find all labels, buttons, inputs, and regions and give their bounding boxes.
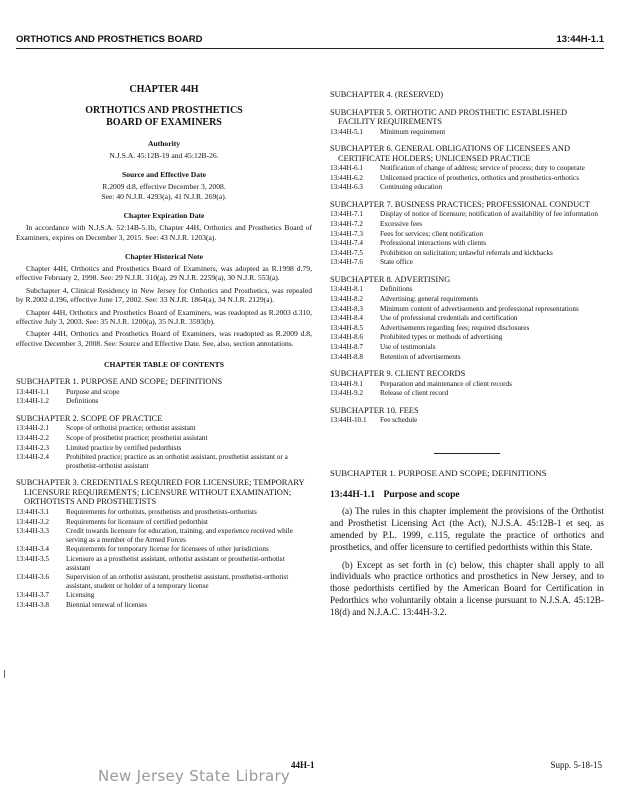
toc-entry-title: Prohibition on solicitation; unlawful referrals and kickbacks bbox=[380, 248, 553, 257]
history-notes bbox=[16, 264, 312, 348]
toc-entry-number: 13:44H-9.1 bbox=[330, 379, 363, 388]
toc-entry bbox=[330, 353, 604, 362]
toc-entry-number: 13:44H-7.5 bbox=[330, 248, 363, 257]
toc-entry bbox=[16, 555, 312, 572]
paragraph-b: (b) Except as set forth in (c) below, this chapter shall apply to all individuals who practice orthotics and prosthetics in New Jersey, and to those pedorthists certified by the American Board for Certification in Pedorthics who voluntarily obtain a license pursuant to N.J.S.A. 45:12B-18(d) and N.J.A.C. 13:44H-3.2. bbox=[330, 559, 604, 617]
toc-entry bbox=[16, 527, 312, 544]
toc-entry-number: 13:44H-6.2 bbox=[330, 173, 363, 182]
toc-entry bbox=[16, 424, 312, 433]
toc-subchapter-title: SUBCHAPTER 3. CREDENTIALS REQUIRED FOR LICENSURE; TEMPORARY LICENSURE REQUIREMENTS; LICENSURE WITHOUT EXAMINATION; ORTHOTISTS AND PROSTHETISTS bbox=[16, 478, 305, 507]
toc-entry-number: 13:44H-2.3 bbox=[16, 443, 49, 452]
toc-entry-title: Limited practice by certified pedorthists bbox=[66, 443, 182, 452]
toc-subchapter-title: SUBCHAPTER 9. CLIENT RECORDS bbox=[330, 369, 466, 379]
toc-entry-title: Requirements for orthotists, prosthetists and prosthetists-orthotists bbox=[66, 507, 257, 516]
toc-entry-number: 13:44H-8.4 bbox=[330, 314, 363, 323]
toc-entry bbox=[16, 508, 312, 517]
toc-entry bbox=[16, 591, 312, 600]
history-paragraph: Subchapter 4, Clinical Residency in New Jersey for Orthotics and Prosthetics, was repealed by R.2002 d.196, effective June 17, 2002. See: 33 N.J.R. 1864(a), 34 N.J.R. 2129(a). bbox=[16, 285, 312, 305]
chapter-label: CHAPTER 44H bbox=[129, 84, 199, 95]
section-number: 13:44H-1.1 bbox=[330, 489, 376, 501]
section-heading bbox=[330, 489, 604, 500]
toc-subchapter-title: SUBCHAPTER 2. SCOPE OF PRACTICE bbox=[16, 413, 163, 423]
toc-entry-number: 13:44H-8.3 bbox=[330, 304, 363, 313]
source-heading: Source and Effective Date bbox=[121, 170, 206, 180]
toc-entry-number: 13:44H-3.1 bbox=[16, 507, 49, 516]
header-section-number: 13:44H-1.1 bbox=[556, 34, 604, 45]
source-line2: See: 40 N.J.R. 4293(a), 41 N.J.R. 269(a). bbox=[101, 191, 227, 201]
toc-entry-title: State office bbox=[380, 258, 413, 267]
toc-entry-title: Use of testimonials bbox=[380, 343, 436, 351]
toc-entry-number: 13:44H-7.6 bbox=[330, 258, 363, 267]
toc-entry-number: 13:44H-3.6 bbox=[16, 573, 49, 582]
toc-entry-number: 13:44H-8.7 bbox=[330, 343, 363, 351]
toc-entry-title: Advertisements regarding fees; required disclosures bbox=[380, 323, 530, 332]
toc-entry-title: Fee schedule bbox=[380, 416, 418, 425]
toc-entry bbox=[330, 343, 604, 352]
left-column bbox=[16, 84, 312, 609]
toc-entry bbox=[16, 444, 312, 453]
toc-entry-title: Definitions bbox=[380, 285, 413, 294]
toc-entry-title: Prohibited types or methods of advertising bbox=[380, 333, 503, 342]
chapter-title-line1: ORTHOTICS AND PROSTHETICS bbox=[85, 105, 243, 116]
expiration-heading: Chapter Expiration Date bbox=[123, 211, 205, 221]
paragraph-a: (a) The rules in this chapter implement the provisions of the Orthotist and Prosthetist Licensing Act (the Act), N.J.S.A. 45:12B-1 et seq. as amended by P.L. 1999, c.115, regulate the practice of orthotics and prosthetics, and offer licensure to certified pedorthists within this State. bbox=[330, 506, 604, 552]
toc-entry-title: Notification of change of address; service of process; duty to cooperate bbox=[380, 164, 585, 173]
history-paragraph: Chapter 44H, Orthotics and Prosthetics Board of Examiners, was readopted as R.2003 d.310, effective July 3, 2003. See: 35 N.J.R. 1200(a), 35 N.J.R. 3593(b). bbox=[16, 307, 312, 327]
toc-entry-title: Fees for services; client notification bbox=[380, 229, 483, 238]
header-title: ORTHOTICS AND PROSTHETICS BOARD bbox=[16, 34, 203, 45]
toc-entry-number: 13:44H-1.2 bbox=[16, 397, 49, 406]
toc-entry-number: 13:44H-2.4 bbox=[16, 453, 49, 462]
toc-entry-title: Purpose and scope bbox=[66, 387, 120, 396]
toc-entry-number: 13:44H-6.3 bbox=[330, 183, 363, 192]
toc-entry-title: Credit towards licensure for education, training, and experience received while serving as a member of the Armed Forces bbox=[66, 527, 293, 544]
toc-entry bbox=[16, 434, 312, 443]
toc-entry-number: 13:44H-2.2 bbox=[16, 434, 49, 443]
toc-subchapter-title: SUBCHAPTER 4. (RESERVED) bbox=[330, 90, 444, 99]
toc-entry-title: Supervision of an orthotist assistant, prosthetist assistant, prosthetist-orthotist assistant, student or holder of a temporary license bbox=[66, 573, 289, 590]
toc-entry-number: 13:44H-8.8 bbox=[330, 352, 363, 361]
toc-entry-title: Use of professional credentials and certification bbox=[380, 314, 518, 323]
running-header bbox=[16, 34, 604, 48]
toc-entry-number: 13:44H-3.7 bbox=[16, 591, 49, 600]
toc-entry-number: 13:44H-8.2 bbox=[330, 295, 363, 304]
toc-entry-title: Requirements for licensure of certified pedorthist bbox=[66, 517, 208, 526]
source-line1: R.2009 d.8, effective December 3, 2008. bbox=[102, 182, 226, 192]
toc-entry bbox=[16, 388, 312, 397]
toc-subchapter-title: SUBCHAPTER 1. PURPOSE AND SCOPE; DEFINITIONS bbox=[16, 377, 223, 387]
toc-entry-title: Display of notice of licensure; notification of availability of fee information bbox=[380, 210, 598, 219]
toc-entry-number: 13:44H-9.2 bbox=[330, 389, 363, 398]
toc-entry-number: 13:44H-7.4 bbox=[330, 239, 363, 248]
toc-entry-title: Professional interactions with clients bbox=[380, 239, 486, 248]
toc-entry bbox=[330, 230, 604, 239]
toc-entry-title: Licensing bbox=[66, 591, 95, 600]
toc-heading: CHAPTER TABLE OF CONTENTS bbox=[104, 360, 224, 370]
toc-entry-number: 13:44H-8.5 bbox=[330, 323, 363, 332]
toc-entry bbox=[16, 601, 312, 610]
toc-entry-title: Unlicensed practice of prosthetics, orthotics and prosthetics-orthotics bbox=[380, 173, 579, 182]
toc-entry bbox=[330, 174, 604, 183]
toc-entry bbox=[16, 518, 312, 527]
toc-subchapter-title: SUBCHAPTER 8. ADVERTISING bbox=[330, 274, 451, 284]
toc-entry bbox=[16, 573, 312, 590]
expiration-text: In accordance with N.J.S.A. 52:14B-5.1b, Chapter 44H, Orthotics and Prosthetics Board of Examiners, expires on December 3, 2015. See: 43 N.J.R. 1203(a). bbox=[16, 223, 312, 242]
toc-entry-number: 13:44H-5.1 bbox=[330, 127, 363, 136]
toc-entry-number: 13:44H-1.1 bbox=[16, 387, 49, 396]
toc-entry-title: Excessive fees bbox=[380, 219, 423, 228]
toc-entry bbox=[330, 164, 604, 173]
toc-entry bbox=[330, 285, 604, 294]
toc-subchapter-title: SUBCHAPTER 5. ORTHOTIC AND PROSTHETIC ESTABLISHED FACILITY REQUIREMENTS bbox=[330, 107, 568, 126]
history-heading: Chapter Historical Note bbox=[125, 252, 203, 262]
toc-entry bbox=[330, 416, 604, 425]
supplement-date: Supp. 5-18-15 bbox=[550, 760, 602, 770]
toc-entry bbox=[16, 545, 312, 554]
margin-mark bbox=[4, 670, 5, 678]
toc-entry-number: 13:44H-2.1 bbox=[16, 424, 49, 433]
toc-entry-title: Minimum content of advertisements and professional representations bbox=[380, 304, 579, 313]
toc-entry-title: Prohibited practice; practice as an orthotist assistant, prosthetist assistant or a prosthetist-orthotist assistant bbox=[66, 453, 288, 470]
toc-entry bbox=[330, 295, 604, 304]
toc-entry-number: 13:44H-7.2 bbox=[330, 219, 363, 228]
header-rule bbox=[16, 48, 604, 49]
toc-entry bbox=[330, 258, 604, 267]
library-watermark: New Jersey State Library bbox=[98, 767, 291, 785]
toc-entry-number: 13:44H-8.1 bbox=[330, 285, 363, 294]
toc-entry-title: Requirements for temporary license for licensees of other jurisdictions bbox=[66, 545, 269, 554]
toc-entry-title: Minimum requirement bbox=[380, 127, 446, 136]
toc-entry bbox=[330, 239, 604, 248]
section-divider bbox=[434, 453, 500, 454]
toc-entry-number: 13:44H-3.4 bbox=[16, 545, 49, 554]
toc-entry-title: Advertising; general requirements bbox=[380, 295, 479, 304]
toc-entry bbox=[330, 128, 604, 137]
toc-entry-number: 13:44H-8.6 bbox=[330, 333, 363, 342]
page-number: 44H-1 bbox=[291, 760, 315, 770]
toc-subchapter-title: SUBCHAPTER 6. GENERAL OBLIGATIONS OF LICENSEES AND CERTIFICATE HOLDERS; UNLICENSED PRACTICE bbox=[330, 144, 571, 163]
toc-entry bbox=[16, 397, 312, 406]
toc-entry bbox=[330, 220, 604, 229]
toc-entry bbox=[330, 210, 604, 219]
toc-entry bbox=[330, 324, 604, 333]
toc-entry-title: Continuing education bbox=[380, 183, 443, 192]
toc-entry-number: 13:44H-6.1 bbox=[330, 164, 363, 173]
toc-entry bbox=[330, 249, 604, 258]
chapter-title-line2: BOARD OF EXAMINERS bbox=[106, 117, 222, 128]
body-subchapter-title: SUBCHAPTER 1. PURPOSE AND SCOPE; DEFINITIONS bbox=[330, 467, 547, 478]
authority-heading: Authority bbox=[147, 139, 181, 148]
toc-entry-number: 13:44H-7.3 bbox=[330, 229, 363, 238]
toc-entry-number: 13:44H-7.1 bbox=[330, 210, 363, 219]
toc-entry-number: 13:44H-3.8 bbox=[16, 600, 49, 609]
toc-entry bbox=[16, 453, 312, 470]
history-paragraph: Chapter 44H, Orthotics and Prosthetics Board of Examiners, was readopted as R.2009 d.8, effective December 3, 2008. See: Source and Effective Date. See, also, section annotations. bbox=[16, 329, 312, 348]
history-paragraph: Chapter 44H, Orthotics and Prosthetics Board of Examiners, was adopted as R.1998 d.79, effective February 2, 1998. See: 29 N.J.R. 310(a), 29 N.J.R. 2259(a), 30 N.J.R. 553(a). bbox=[16, 264, 312, 283]
toc-entry bbox=[330, 305, 604, 314]
toc-entry bbox=[330, 333, 604, 342]
toc-entry bbox=[330, 183, 604, 192]
toc-entry-title: Licensure as a prosthetist assistant, orthotist assistant or prosthetist-orthotist assistant bbox=[66, 554, 285, 572]
toc-subchapter-title: SUBCHAPTER 10. FEES bbox=[330, 405, 419, 415]
toc-entry bbox=[330, 389, 604, 398]
toc-entry-title: Release of client record bbox=[380, 389, 449, 398]
toc-entry-title: Definitions bbox=[66, 397, 99, 406]
section-title: Purpose and scope bbox=[383, 489, 460, 501]
toc-left bbox=[16, 377, 312, 609]
toc-entry bbox=[330, 380, 604, 389]
toc-entry-title: Retention of advertisements bbox=[380, 352, 461, 361]
toc-entry-title: Scope of orthotist practice; orthotist assistant bbox=[66, 424, 196, 433]
toc-entry-number: 13:44H-3.5 bbox=[16, 554, 49, 563]
toc-entry-number: 13:44H-3.2 bbox=[16, 517, 49, 526]
toc-entry bbox=[330, 314, 604, 323]
toc-entry-number: 13:44H-3.3 bbox=[16, 527, 49, 536]
authority-text: N.J.S.A. 45:12B-19 and 45:12B-26. bbox=[109, 151, 219, 160]
toc-subchapter-title: SUBCHAPTER 7. BUSINESS PRACTICES; PROFESSIONAL CONDUCT bbox=[330, 199, 590, 209]
toc-entry-title: Biennial renewal of licenses bbox=[66, 600, 148, 609]
toc-right bbox=[330, 90, 604, 425]
toc-entry-title: Scope of prosthetist practice; prosthetist assistant bbox=[66, 434, 208, 443]
page-footer bbox=[0, 760, 622, 780]
toc-entry-number: 13:44H-10.1 bbox=[330, 416, 367, 425]
toc-entry-title: Preparation and maintenance of client records bbox=[380, 379, 512, 388]
right-column bbox=[330, 82, 604, 619]
